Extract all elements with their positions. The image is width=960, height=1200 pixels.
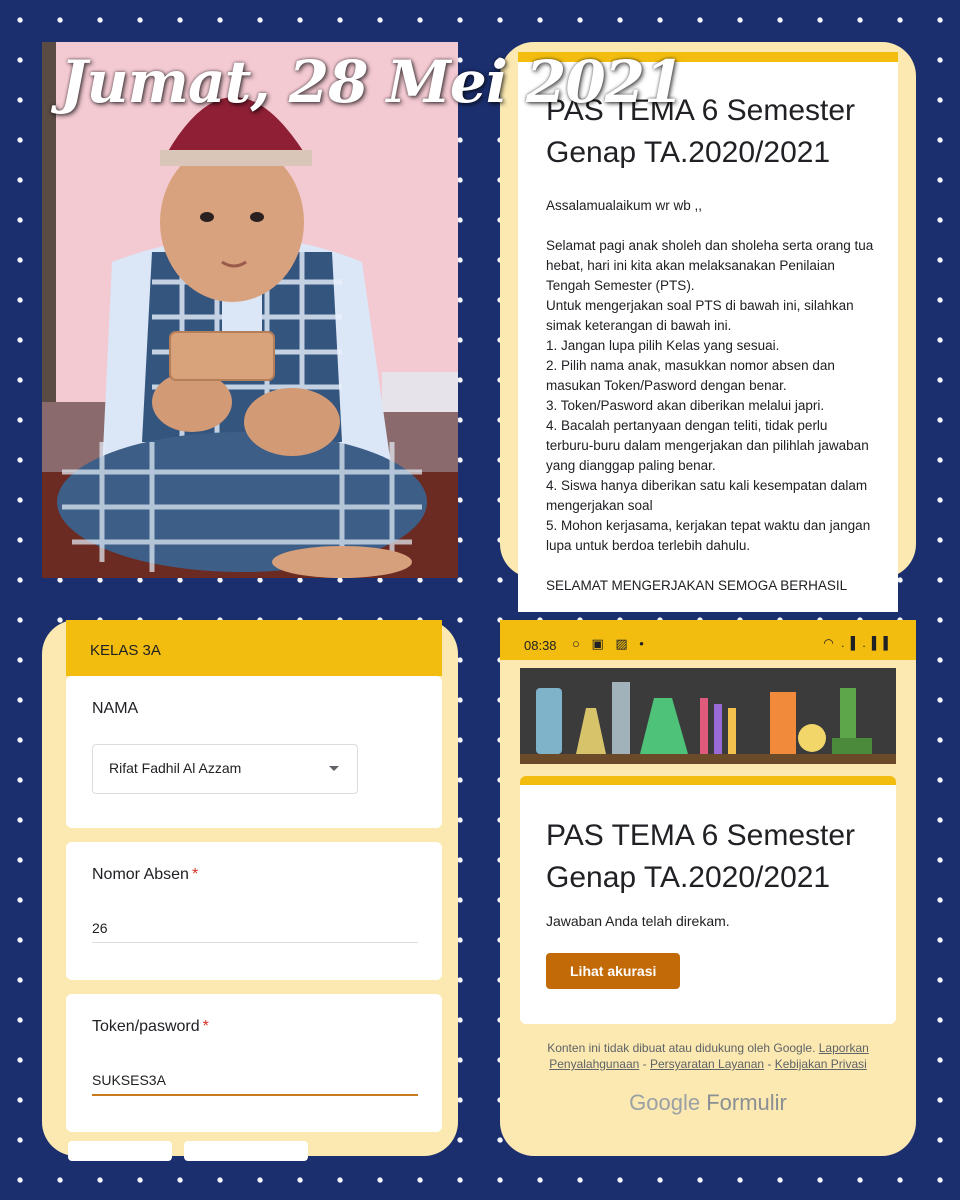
dropdown-caret-icon xyxy=(329,766,339,771)
form-panel xyxy=(42,620,458,1156)
nama-selected-value: Rifat Fadhil Al Azzam xyxy=(109,760,242,776)
form-title: PAS TEMA 6 Semester Genap TA.2020/2021 xyxy=(546,94,856,169)
report-abuse-link[interactable]: Laporkan Penyalahgunaan xyxy=(549,1041,869,1071)
photo-panel xyxy=(42,42,458,578)
instruction-line: 2. Pilih nama anak, masukkan nomor absen dan masukan Token/Pasword dengan benar. xyxy=(546,358,835,393)
instructions-panel xyxy=(500,42,916,593)
response-confirmation-card xyxy=(520,776,896,1024)
status-time: 08:38 xyxy=(524,638,557,653)
disclaimer-text: Konten ini tidak dibuat atau didukung oleh Google. xyxy=(547,1041,816,1055)
greeting-text: Assalamualaikum wr wb ,, xyxy=(546,198,703,213)
back-button-stub[interactable] xyxy=(68,1141,172,1161)
terms-link[interactable]: Persyaratan Layanan xyxy=(649,1057,765,1071)
result-form-title: PAS TEMA 6 Semester Genap TA.2020/2021 xyxy=(546,819,856,894)
required-asterisk: * xyxy=(202,1018,209,1035)
child-with-phone-illustration xyxy=(42,42,458,578)
response-recorded-message: Jawaban Anda telah direkam. xyxy=(546,913,730,929)
forms-wordmark: Formulir xyxy=(706,1090,787,1115)
token-label: Token/pasword xyxy=(92,1018,200,1035)
nama-question-card xyxy=(66,676,442,828)
date-overlay: Jumat, 28 Mei 2021 xyxy=(60,48,684,116)
footer-disclaimer: Konten ini tidak dibuat atau didukung oleh Google. Laporkan Penyalahgunaan - Persyaratan Layanan - Kebijakan Privasi xyxy=(547,1041,869,1071)
instruction-line: 1. Jangan lupa pilih Kelas yang sesuai. xyxy=(546,338,780,353)
nama-label: NAMA xyxy=(92,700,139,717)
nomor-absen-input[interactable]: 26 xyxy=(92,920,418,943)
instruction-line: Untuk mengerjakan soal PTS di bawah ini, silahkan simak keterangan di bawah ini. xyxy=(546,298,854,333)
token-question-card xyxy=(66,994,442,1132)
nomor-absen-question-card xyxy=(66,842,442,980)
notification-icons: ○ ▣ ▨ • xyxy=(572,636,648,651)
signal-battery-icons: ◠ .▐ .▐ ▌ xyxy=(823,636,894,650)
nomor-absen-label: Nomor Absen xyxy=(92,866,189,883)
closing-text: SELAMAT MENGERJAKAN SEMOGA BERHASIL xyxy=(546,578,848,593)
instruction-line: 5. Mohon kerjasama, kerjakan tepat waktu dan jangan lupa untuk berdoa terlebih dahulu. xyxy=(546,518,871,553)
view-accuracy-button[interactable]: Lihat akurasi xyxy=(546,953,680,989)
lab-glassware-illustration xyxy=(520,668,896,764)
google-wordmark: Google xyxy=(629,1090,701,1115)
google-forms-logo xyxy=(500,1090,916,1116)
form-description-card xyxy=(518,52,898,612)
nama-dropdown[interactable] xyxy=(92,744,358,794)
privacy-link[interactable]: Kebijakan Privasi xyxy=(774,1057,867,1071)
status-bar xyxy=(500,620,916,660)
instruction-line: 3. Token/Pasword akan diberikan melalui japri. xyxy=(546,398,825,413)
required-asterisk: * xyxy=(191,866,199,883)
token-input[interactable]: SUKSES3A xyxy=(92,1072,418,1096)
next-button-stub[interactable] xyxy=(184,1141,308,1161)
phone-result-panel xyxy=(500,620,916,1156)
science-lab-banner-image xyxy=(520,668,896,764)
section-header: KELAS 3A xyxy=(66,620,442,676)
instruction-line: Selamat pagi anak sholeh dan sholeha serta orang tua hebat, hari ini kita akan melaksanakan Penilaian Tengah Semester (PTS). xyxy=(546,238,874,293)
instruction-line: 4. Siswa hanya diberikan satu kali kesempatan dalam mengerjakan soal xyxy=(546,478,868,513)
form-description xyxy=(546,196,874,596)
instruction-line: 4. Bacalah pertanyaan dengan teliti, tidak perlu terburu-buru dalam mengerjakan dan pilihlah jawaban yang dianggap paling benar. xyxy=(546,418,869,473)
